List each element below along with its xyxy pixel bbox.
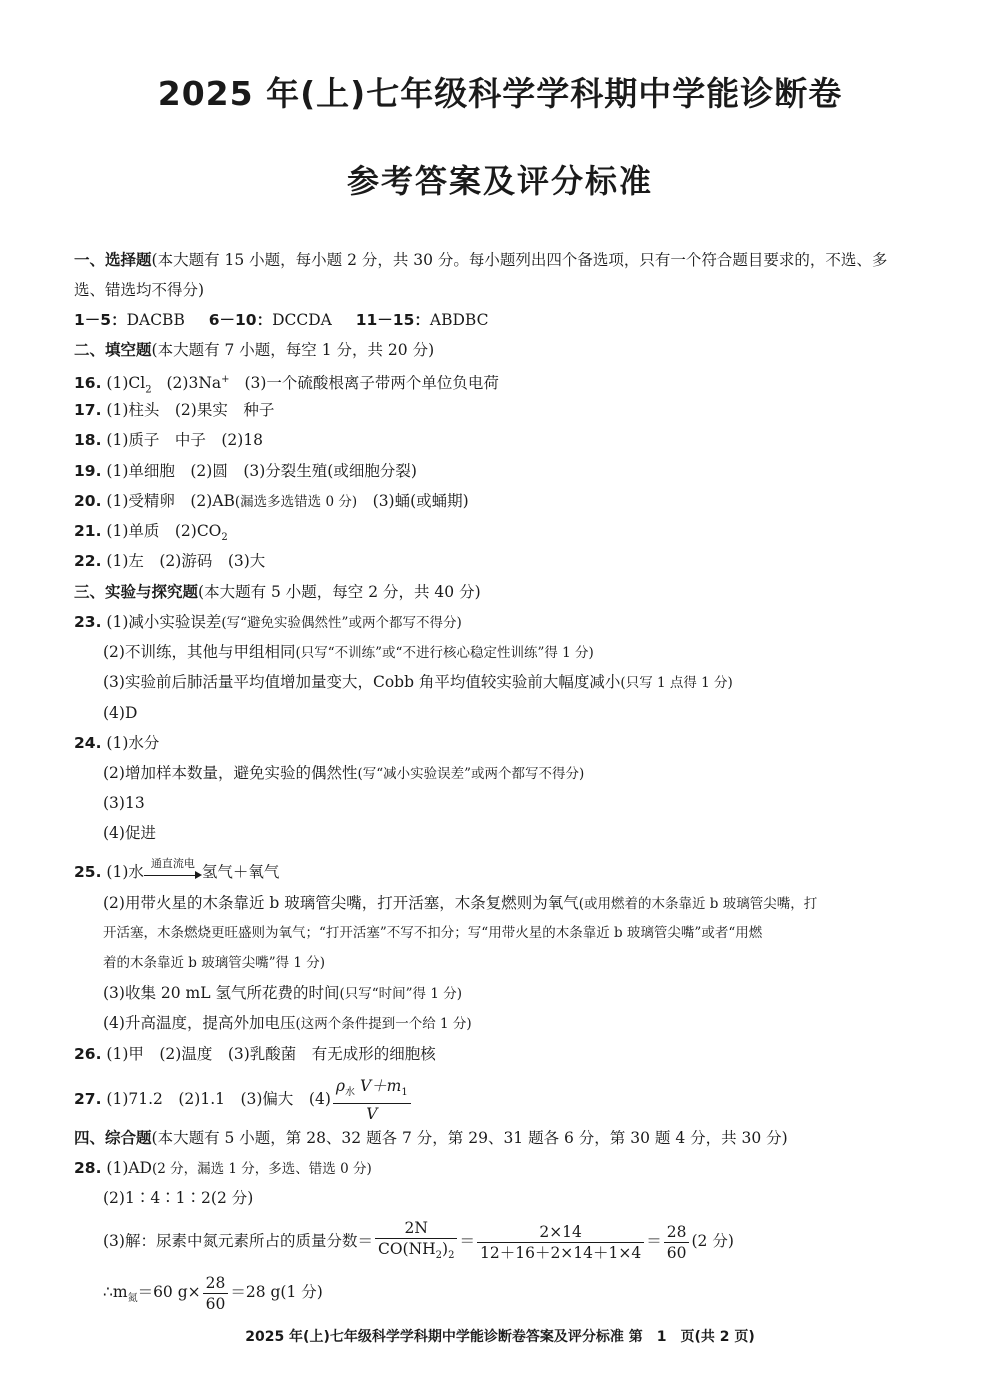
superscript: + [221,374,230,385]
answer-part-1: (1)Cl [106,374,146,393]
mc-group-3-answers: ABDBC [429,311,489,329]
section-3-desc: (本大题有 5 小题，每空 2 分，共 40 分) [198,583,481,601]
answer-text: (3)实验前后肺活量平均值增加量变大，Cobb 角平均值较实验前大幅度减小 [103,673,621,691]
answer-19 [74,461,417,481]
subscript: 2 [145,384,152,396]
answer-28-1 [74,1158,372,1179]
question-number: 17. [74,401,102,419]
answer-text: (1)71.2 (2)1.1 (3)偏大 (4) [106,1090,331,1109]
question-number: 16. [74,374,102,393]
arrow-head-icon [195,871,202,879]
answer-24-4: (4)促进 [103,824,156,842]
answer-text: (1)单质 (2)CO [106,522,222,540]
answer-28-2: (2)1∶4∶1∶2(2 分) [103,1189,254,1207]
answer-text: (1)水分 [106,734,160,752]
answer-text: (1)水 [106,863,144,881]
question-number: 25. [74,863,102,881]
section-4-desc: (本大题有 5 小题，第 28、32 题各 7 分，第 29、31 题各 6 分，第 30 题 4 分，共 30 分) [151,1129,788,1147]
scoring-note: (写“减小实验误差”或两个都写不得分) [357,766,585,782]
scoring-note: (这两个条件提到一个给 1 分) [295,1016,472,1032]
answer-25-1 [74,857,280,882]
rho-symbol: ρ [335,1077,346,1095]
question-number: 18. [74,431,102,449]
answer-text: (1)单细胞 (2)圆 (3)分裂生殖(或细胞分裂) [106,462,417,480]
section-2-desc: (本大题有 7 小题，每空 1 分，共 20 分) [151,341,435,359]
answer-25-2-note: 开活塞，木条燃烧更旺盛则为氧气；“打开活塞”不写不扣分；写“用带火星的木条靠近 b 玻璃管尖嘴”或者“用燃 [103,925,763,941]
section-1-desc: (本大题有 15 小题，每小题 2 分，共 30 分。每小题列出四个备选项，只有一个符合题目要求的，不选、多 [151,251,888,269]
answer-23-4: (4)D [103,704,138,722]
section-4-label: 四、综合题 [74,1129,152,1147]
question-number: 22. [74,552,102,570]
reaction-condition: 通直流电 [150,857,195,870]
answer-part-2: (2)3Na [166,374,222,393]
section-3-label: 三、实验与探究题 [74,583,199,601]
answer-24-3: (3)13 [103,794,145,812]
fraction-28-60: $\frac{28}{60}$ [203,1273,229,1314]
mc-answers [74,310,488,330]
answer-24-1 [74,733,159,753]
answer-text: (3)收集 20 mL 氢气所花费的时间 [103,984,340,1002]
answer-text: (1)柱头 (2)果实 种子 [106,401,275,419]
fraction-2n-over-urea: $\frac{2N}{CO(NH_2)_2}$ [375,1218,458,1266]
answer-text: (2)不训练，其他与甲组相同 [103,643,296,661]
answer-text: (2)用带火星的木条靠近 b 玻璃管尖嘴，打开活塞，木条复燃则为氧气 [103,894,579,912]
question-number: 28. [74,1159,102,1177]
answer-28-3: (3)解：尿素中氮元素所占的质量分数＝ $\frac{2N}{CO(NH_2)_2}$ ＝ $\frac{2\times 14}{12+16+2\times 14+1\times 4}$ ＝ $\frac{28}{60}$ (2 分) [103,1218,734,1266]
mc-group-1-label: 1－5： [74,311,127,329]
answer-text: (1)甲 (2)温度 (3)乳酸菌 有无成形的细胞核 [106,1045,436,1063]
page-footer: 2025 年(上)七年级科学学科期中学能诊断卷答案及评分标准 第 1 页(共 2 页) [245,1329,755,1345]
answer-24-2 [103,763,584,784]
answer-text: (1)左 (2)游码 (3)大 [106,552,266,570]
answer-26 [74,1044,436,1064]
answer-18 [74,430,263,450]
mc-group-1-answers: DACBB [126,311,185,329]
question-number: 19. [74,462,102,480]
scoring-note: (2 分) [691,1232,734,1251]
answer-text: (4)升高温度，提高外加电压 [103,1014,296,1032]
answer-text: ＝60 g× [137,1283,201,1301]
answer-text: (2)增加样本数量，避免实验的偶然性 [103,764,358,782]
answer-25-2 [103,893,817,914]
answer-22 [74,551,265,571]
section-1-header [74,250,887,270]
fraction-28-60: $\frac{28}{60}$ [664,1222,690,1263]
answer-17 [74,400,274,420]
scoring-note: (只写 1 点得 1 分) [620,675,733,691]
answer-text: (1)质子 中子 (2)18 [106,431,264,449]
scoring-note: (只写“不训练”或“不进行核心稳定性训练”得 1 分) [295,645,594,661]
question-number: 24. [74,734,102,752]
section-4-header [74,1128,788,1148]
section-1-label: 一、选择题 [74,251,152,269]
reaction-arrow [144,857,202,880]
answer-text: (1)AD [106,1159,152,1177]
question-number: 23. [74,613,102,631]
mc-group-3-label: 11－15： [355,311,430,329]
section-3-header [74,582,481,602]
denominator-text: V [366,1105,378,1124]
answer-text: (3)蛹(或蛹期) [372,492,469,510]
question-number: 21. [74,522,102,540]
numerator-text: V＋m [355,1077,402,1095]
answer-part-3: (3)一个硫酸根离子带两个单位负电荷 [244,374,499,393]
answer-25-4 [103,1013,472,1034]
subscript: 2 [221,532,228,544]
fraction-molar-mass: $\frac{2\times 14}{12+16+2\times 14+1\times 4}$ [477,1222,644,1263]
section-2-label: 二、填空题 [74,341,152,359]
mc-group-2-answers: DCCDA [272,311,332,329]
answer-text: (1)减小实验误差 [106,613,222,631]
question-number: 20. [74,492,102,510]
answer-16 [74,370,499,400]
question-number: 26. [74,1045,102,1063]
answer-28-4 [103,1270,323,1321]
answer-27 [74,1076,413,1124]
page-subtitle: 参考答案及评分标准 [346,162,653,200]
section-2-header [74,340,434,360]
subscript: 1 [401,1087,408,1099]
answer-23-2 [103,642,594,663]
section-1-desc-cont: 选、错选均不得分) [74,281,205,299]
answer-25-3 [103,983,462,1004]
answer-20 [74,491,469,512]
answer-23-1 [74,612,462,633]
density-formula [333,1076,411,1124]
mc-group-2-label: 6－10： [208,311,273,329]
answer-text: ∴m [103,1283,128,1301]
scoring-note: (2 分，漏选 1 分，多选、错选 0 分) [151,1161,372,1177]
answer-text: ＝28 g(1 分) [230,1283,323,1301]
scoring-note: (写“避免实验偶然性”或两个都写不得分) [221,615,462,631]
page-title: 2025 年(上)七年级科学学科期中学能诊断卷 [157,74,843,113]
subscript: 水 [345,1087,356,1099]
scoring-note: (漏选多选错选 0 分) [234,494,358,510]
answer-21 [74,521,228,548]
answer-text: (3)解：尿素中氮元素所占的质量分数＝ [103,1232,373,1251]
answer-text: (1)受精卵 (2)AB [106,492,235,510]
answer-text: 氢气＋氧气 [201,863,280,881]
answer-25-2-note-cont: 着的木条靠近 b 玻璃管尖嘴”得 1 分) [103,955,326,971]
scoring-note: (或用燃着的木条靠近 b 玻璃管尖嘴，打 [578,896,818,912]
question-number: 27. [74,1090,102,1109]
subscript: 氮 [127,1293,138,1305]
answer-23-3 [103,672,733,693]
scoring-note: (只写“时间”得 1 分) [339,986,462,1002]
